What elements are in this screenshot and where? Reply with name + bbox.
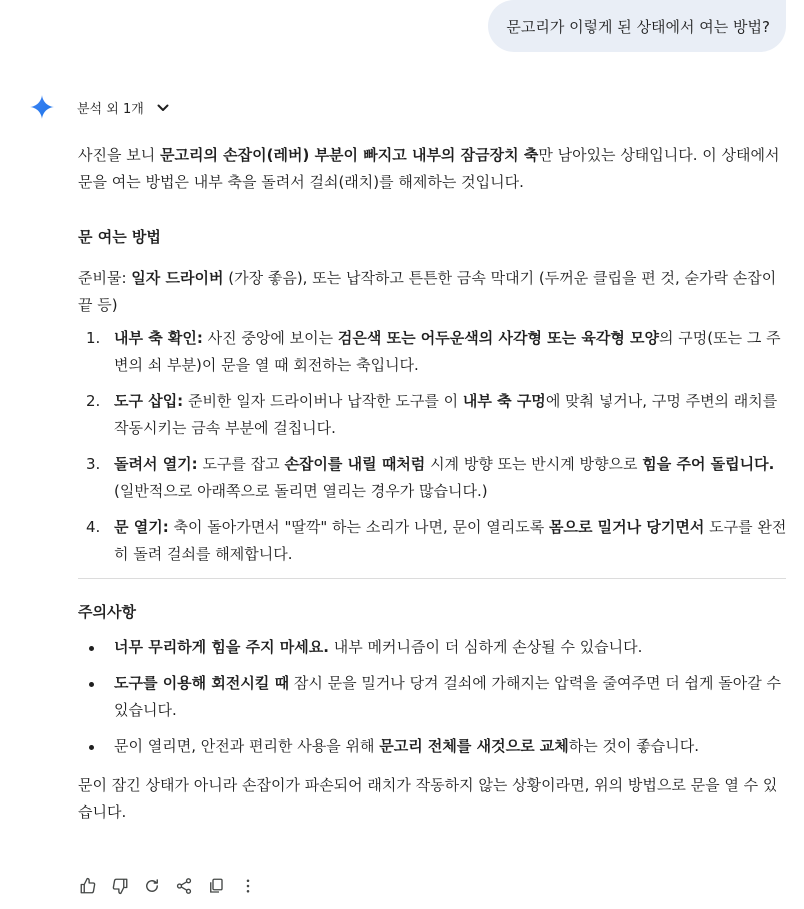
chevron-down-icon <box>156 101 170 115</box>
steps-list <box>78 325 788 568</box>
copy-icon[interactable] <box>206 876 226 896</box>
list-item: 1. 내부 축 확인: 사진 중앙에 보이는 검은색 또는 어두운색의 사각형 또는 육각형 모양의 구멍(또는 그 주변의 쇠 부분)이 문을 열 때 회전하는 축입니다. <box>86 329 781 374</box>
response-content <box>78 142 788 826</box>
thumbs-up-icon[interactable] <box>78 876 98 896</box>
section-heading-how-to-open: 문 여는 방법 <box>78 228 161 246</box>
sources-toggle[interactable] <box>77 98 170 117</box>
more-vert-icon[interactable] <box>238 876 258 896</box>
bullet-dot <box>89 682 94 687</box>
list-item: 문이 열리면, 안전과 편리한 사용을 위해 문고리 전체를 새것으로 교체하는 것이 좋습니다. <box>78 733 788 760</box>
user-message-text: 문고리가 이렇게 된 상태에서 여는 방법? <box>506 17 770 36</box>
list-item: 2. 도구 삽입: 준비한 일자 드라이버나 납작한 도구를 이 내부 축 구멍에 맞춰 넣거나, 구멍 주변의 래치를 작동시키는 금속 부분에 걸칩니다. <box>86 392 778 437</box>
cautions-list <box>78 634 788 760</box>
prep-paragraph: 준비물: 일자 드라이버 (가장 좋음), 또는 납작하고 튼튼한 금속 막대기 (두꺼운 클립을 편 것, 숟가락 손잡이 끝 등) <box>78 269 777 314</box>
bullet-dot <box>89 646 94 651</box>
regenerate-icon[interactable] <box>142 876 162 896</box>
section-heading-cautions: 주의사항 <box>78 603 136 621</box>
bullet-dot <box>89 745 94 750</box>
list-item: 너무 무리하게 힘을 주지 마세요. 내부 메커니즘이 더 심하게 손상될 수 있습니다. <box>78 634 788 661</box>
section-divider <box>78 578 786 579</box>
thumbs-down-icon[interactable] <box>110 876 130 896</box>
list-item: 3. 돌려서 열기: 도구를 잡고 손잡이를 내릴 때처럼 시계 방향 또는 반시계 방향으로 힘을 주어 돌립니다. (일반적으로 아래쪽으로 돌리면 열리는 경우가 많습니다.) <box>86 455 775 500</box>
final-note: 문이 잠긴 상태가 아니라 손잡이가 파손되어 래치가 작동하지 않는 상황이라면, 위의 방법으로 문을 열 수 있습니다. <box>78 776 778 821</box>
list-item: 4. 문 열기: 축이 돌아가면서 "딸깍" 하는 소리가 나면, 문이 열리도록 몸으로 밀거나 당기면서 도구를 완전히 돌려 걸쇠를 해제합니다. <box>86 518 787 563</box>
sources-label: 분석 외 1개 <box>77 102 144 117</box>
response-actions <box>78 876 270 896</box>
intro-paragraph: 사진을 보니 문고리의 손잡이(레버) 부분이 빠지고 내부의 잠금장치 축만 남아있는 상태입니다. 이 상태에서 문을 여는 방법은 내부 축을 돌려서 걸쇠(래치)를 해제하는 것입니다. <box>78 146 780 191</box>
gemini-sparkle-icon <box>30 95 54 119</box>
share-icon[interactable] <box>174 876 194 896</box>
user-message-bubble <box>488 0 786 52</box>
list-item: 도구를 이용해 회전시킬 때 잠시 문을 밀거나 당겨 걸쇠에 가해지는 압력을 줄여주면 더 쉽게 돌아갈 수 있습니다. <box>78 670 788 724</box>
